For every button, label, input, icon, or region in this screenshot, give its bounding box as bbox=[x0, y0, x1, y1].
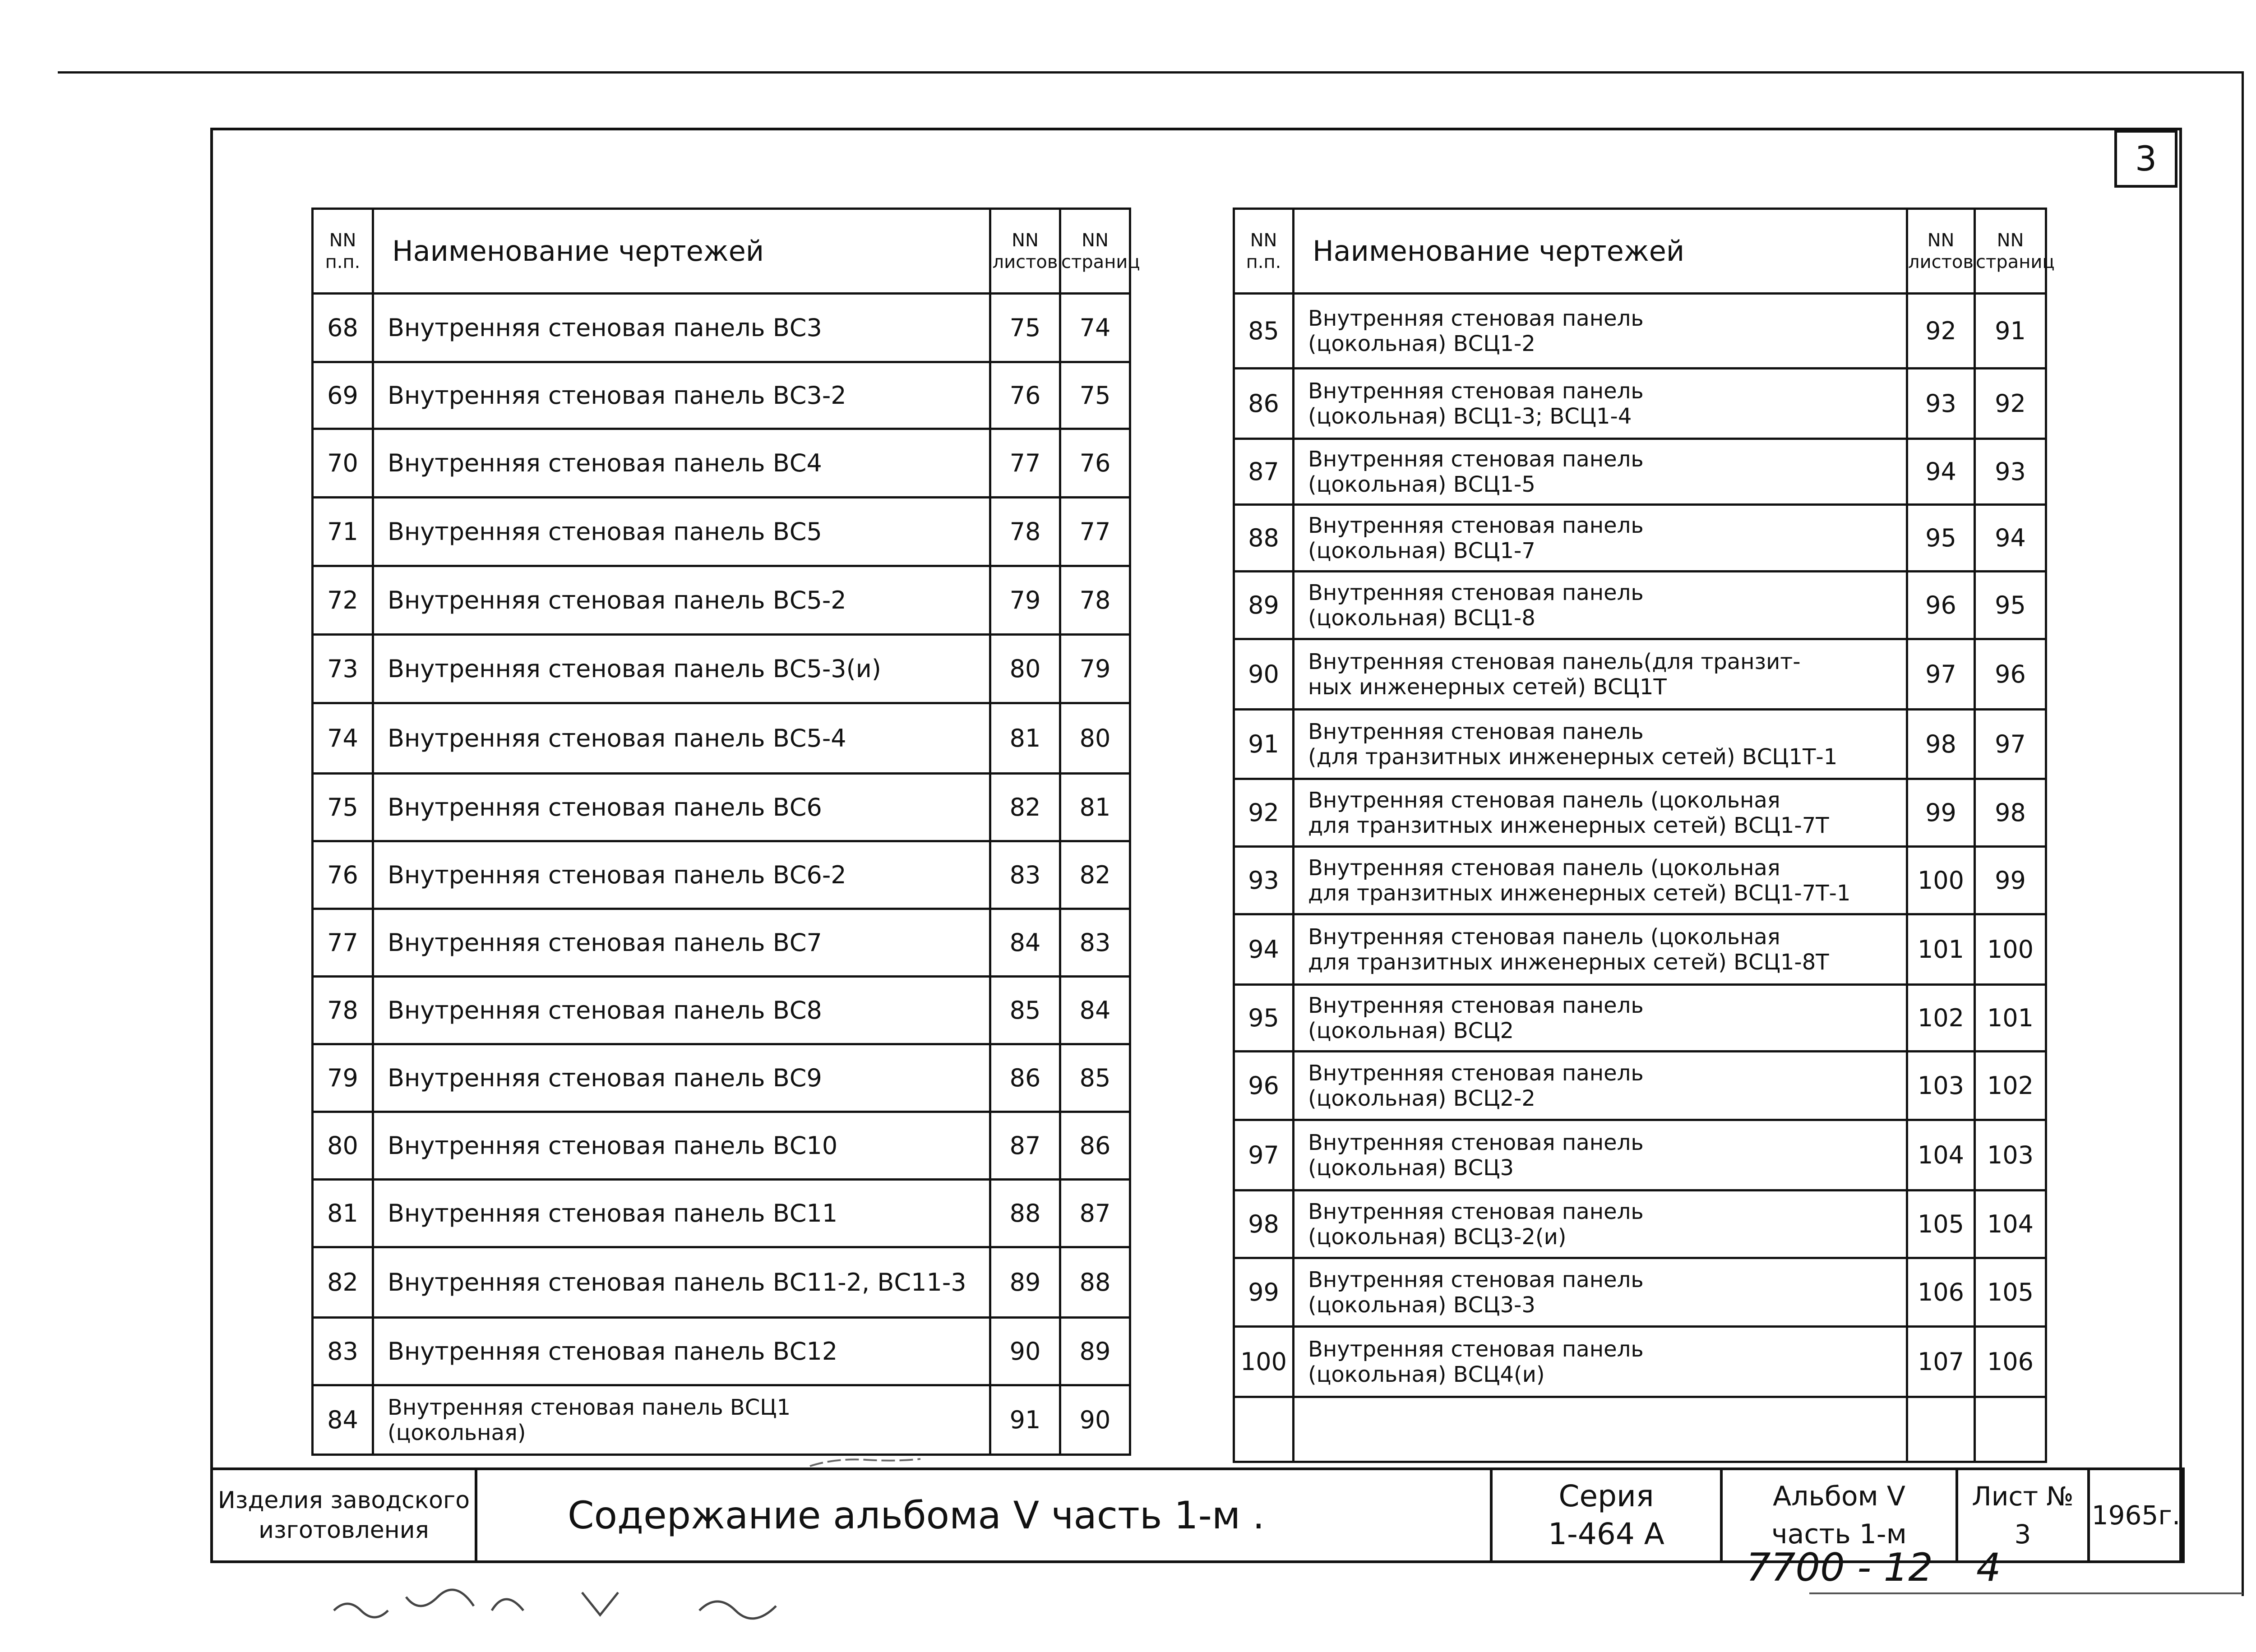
row-number: 93 bbox=[1234, 847, 1294, 914]
sheet-number: 90 bbox=[990, 1318, 1060, 1385]
sheet-number: 84 bbox=[990, 909, 1060, 977]
page-number: 85 bbox=[1060, 1044, 1130, 1112]
drawing-name: Внутренняя стеновая панель ВС6 bbox=[373, 774, 990, 841]
drawing-name: Внутренняя стеновая панель (цокольная) ВСЦ2 bbox=[1294, 985, 1907, 1052]
right-trim-line bbox=[2242, 71, 2244, 1596]
pencil-mark bbox=[808, 1454, 925, 1472]
row-number: 86 bbox=[1234, 369, 1294, 439]
page-number: 75 bbox=[1060, 362, 1130, 429]
row-number: 78 bbox=[313, 977, 373, 1044]
page-number: 92 bbox=[1975, 369, 2046, 439]
table-row bbox=[313, 566, 1130, 635]
row-number bbox=[1234, 1397, 1294, 1462]
sheet-number: 96 bbox=[1907, 572, 1975, 639]
page-number: 96 bbox=[1975, 639, 2046, 710]
sheet-number: 79 bbox=[990, 566, 1060, 635]
page-number: 89 bbox=[1060, 1318, 1130, 1385]
page-number: 104 bbox=[1975, 1191, 2046, 1258]
drawing-name: Внутренняя стеновая панель ВС7 bbox=[373, 909, 990, 977]
table-row bbox=[1234, 1327, 2046, 1397]
table-row bbox=[1234, 914, 2046, 985]
page-number: 100 bbox=[1975, 914, 2046, 985]
sheet-number: 78 bbox=[990, 498, 1060, 566]
drawing-name: Внутренняя стеновая панель (цокольная для транзитных инженерных сетей) ВСЦ1-7Т bbox=[1294, 779, 1907, 847]
sheet-number: 100 bbox=[1907, 847, 1975, 914]
row-number: 90 bbox=[1234, 639, 1294, 710]
page-number: 98 bbox=[1975, 779, 2046, 847]
row-number: 85 bbox=[1234, 294, 1294, 369]
left-header-pages: NN страниц bbox=[1060, 209, 1130, 294]
right-contents-table bbox=[1233, 208, 2055, 1463]
sheet-number: 103 bbox=[1907, 1052, 1975, 1120]
table-row bbox=[313, 1247, 1130, 1318]
bottom-pencil-line bbox=[1809, 1592, 2242, 1594]
row-number: 72 bbox=[313, 566, 373, 635]
table-row bbox=[313, 635, 1130, 703]
drawing-name: Внутренняя стеновая панель (цокольная) ВСЦ1-2 bbox=[1294, 294, 1907, 369]
sheet-number: 88 bbox=[990, 1180, 1060, 1247]
row-number: 97 bbox=[1234, 1120, 1294, 1191]
drawing-name: Внутренняя стеновая панель ВС12 bbox=[373, 1318, 990, 1385]
sheet-number: 85 bbox=[990, 977, 1060, 1044]
drawing-name: Внутренняя стеновая панель ВС8 bbox=[373, 977, 990, 1044]
sheet-number: 91 bbox=[990, 1385, 1060, 1455]
table-row bbox=[1234, 1258, 2046, 1327]
drawing-name: Внутренняя стеновая панель (цокольная) ВСЦ1-5 bbox=[1294, 439, 1907, 505]
sheet-label: Лист № bbox=[1972, 1481, 2074, 1512]
page-number: 84 bbox=[1060, 977, 1130, 1044]
row-number: 91 bbox=[1234, 710, 1294, 779]
row-number: 99 bbox=[1234, 1258, 1294, 1327]
row-number: 80 bbox=[313, 1112, 373, 1180]
drawing-name: Внутренняя стеновая панель ВС9 bbox=[373, 1044, 990, 1112]
table-row bbox=[1234, 439, 2046, 505]
table-row bbox=[1234, 779, 2046, 847]
table-row bbox=[1234, 710, 2046, 779]
right-header-num: NN п.п. bbox=[1234, 209, 1294, 294]
page-number: 101 bbox=[1975, 985, 2046, 1052]
table-row bbox=[1234, 294, 2046, 369]
series-value: 1-464 А bbox=[1548, 1517, 1664, 1551]
left-header-row bbox=[313, 209, 1130, 294]
sheet-number: 106 bbox=[1907, 1258, 1975, 1327]
left-header-num: NN п.п. bbox=[313, 209, 373, 294]
row-number: 92 bbox=[1234, 779, 1294, 847]
page-number: 88 bbox=[1060, 1247, 1130, 1318]
product-type-cell: Изделия заводского изготовления bbox=[212, 1469, 476, 1562]
page-number: 106 bbox=[1975, 1327, 2046, 1397]
table-row bbox=[313, 362, 1130, 429]
table-row bbox=[1234, 1397, 2046, 1462]
sheet-number-box: 3 bbox=[2114, 130, 2177, 188]
drawing-name: Внутренняя стеновая панель (цокольная) ВСЦ1-3; ВСЦ1-4 bbox=[1294, 369, 1907, 439]
drawing-name: Внутренняя стеновая панель ВС6-2 bbox=[373, 841, 990, 909]
drawing-name: Внутренняя стеновая панель (цокольная) ВСЦ3-2(и) bbox=[1294, 1191, 1907, 1258]
album-label: Альбом V bbox=[1773, 1481, 1905, 1512]
row-number: 89 bbox=[1234, 572, 1294, 639]
sheet-number bbox=[1907, 1397, 1975, 1462]
sheet-number: 98 bbox=[1907, 710, 1975, 779]
table-row bbox=[313, 774, 1130, 841]
sheet-number: 86 bbox=[990, 1044, 1060, 1112]
row-number: 83 bbox=[313, 1318, 373, 1385]
sheet-value: 3 bbox=[2014, 1519, 2031, 1550]
drawing-name: Внутренняя стеновая панель (цокольная) ВСЦ3 bbox=[1294, 1120, 1907, 1191]
row-number: 88 bbox=[1234, 505, 1294, 572]
table-row bbox=[313, 909, 1130, 977]
page-number: 79 bbox=[1060, 635, 1130, 703]
row-number: 73 bbox=[313, 635, 373, 703]
drawing-name: Внутренняя стеновая панель (цокольная) ВСЦ2-2 bbox=[1294, 1052, 1907, 1120]
drawing-name: Внутренняя стеновая панель (цокольная для транзитных инженерных сетей) ВСЦ1-8Т bbox=[1294, 914, 1907, 985]
row-number: 81 bbox=[313, 1180, 373, 1247]
right-header-row bbox=[1234, 209, 2046, 294]
row-number: 70 bbox=[313, 429, 373, 498]
sheet-number: 105 bbox=[1907, 1191, 1975, 1258]
table-row bbox=[313, 1112, 1130, 1180]
sheet-number: 76 bbox=[990, 362, 1060, 429]
table-row bbox=[1234, 572, 2046, 639]
drawing-name: Внутренняя стеновая панель (для транзитных инженерных сетей) ВСЦ1Т-1 bbox=[1294, 710, 1907, 779]
page-number: 99 bbox=[1975, 847, 2046, 914]
row-number: 71 bbox=[313, 498, 373, 566]
archive-code-stamp: 7700 - 12 bbox=[1746, 1545, 1933, 1590]
table-row bbox=[313, 703, 1130, 774]
row-number: 94 bbox=[1234, 914, 1294, 985]
row-number: 75 bbox=[313, 774, 373, 841]
table-row bbox=[313, 1044, 1130, 1112]
sheet-number: 92 bbox=[1907, 294, 1975, 369]
sheet-number: 80 bbox=[990, 635, 1060, 703]
sheet-number: 81 bbox=[990, 703, 1060, 774]
row-number: 100 bbox=[1234, 1327, 1294, 1397]
table-row bbox=[1234, 505, 2046, 572]
page-number: 93 bbox=[1975, 439, 2046, 505]
sheet-number: 75 bbox=[990, 294, 1060, 362]
page-number: 83 bbox=[1060, 909, 1130, 977]
page-number: 81 bbox=[1060, 774, 1130, 841]
year-cell: 1965г. bbox=[2089, 1469, 2183, 1562]
sheet-number: 82 bbox=[990, 774, 1060, 841]
row-number: 76 bbox=[313, 841, 373, 909]
series-cell bbox=[1491, 1469, 1721, 1562]
row-number: 77 bbox=[313, 909, 373, 977]
page-number: 105 bbox=[1975, 1258, 2046, 1327]
sheet-number: 94 bbox=[1907, 439, 1975, 505]
row-number: 96 bbox=[1234, 1052, 1294, 1120]
right-header-pages: NN страниц bbox=[1975, 209, 2046, 294]
drawing-name: Внутренняя стеновая панель ВС11-2, ВС11-3 bbox=[373, 1247, 990, 1318]
row-number: 74 bbox=[313, 703, 373, 774]
page-number: 78 bbox=[1060, 566, 1130, 635]
left-header-name: Наименование чертежей bbox=[373, 209, 990, 294]
drawing-name: Внутренняя стеновая панель (цокольная) ВСЦ1-7 bbox=[1294, 505, 1907, 572]
page-number: 102 bbox=[1975, 1052, 2046, 1120]
table-row bbox=[313, 841, 1130, 909]
row-number: 95 bbox=[1234, 985, 1294, 1052]
sheet-number: 95 bbox=[1907, 505, 1975, 572]
drawing-name: Внутренняя стеновая панель ВС4 bbox=[373, 429, 990, 498]
page-number: 87 bbox=[1060, 1180, 1130, 1247]
row-number: 68 bbox=[313, 294, 373, 362]
table-row bbox=[313, 294, 1130, 362]
sheet-number: 77 bbox=[990, 429, 1060, 498]
page-number: 97 bbox=[1975, 710, 2046, 779]
sheet-number: 104 bbox=[1907, 1120, 1975, 1191]
page-number: 90 bbox=[1060, 1385, 1130, 1455]
page-number: 76 bbox=[1060, 429, 1130, 498]
document-title: Содержание альбома V часть 1-м . bbox=[476, 1469, 1491, 1562]
table-row bbox=[1234, 1052, 2046, 1120]
drawing-name: Внутренняя стеновая панель ВС11 bbox=[373, 1180, 990, 1247]
table-row bbox=[313, 1180, 1130, 1247]
table-row bbox=[313, 429, 1130, 498]
table-row bbox=[313, 498, 1130, 566]
row-number: 79 bbox=[313, 1044, 373, 1112]
sheet-number: 89 bbox=[990, 1247, 1060, 1318]
left-contents-table bbox=[311, 208, 1140, 1456]
sheet-number: 107 bbox=[1907, 1327, 1975, 1397]
drawing-name: Внутренняя стеновая панель (цокольная для транзитных инженерных сетей) ВСЦ1-7Т-1 bbox=[1294, 847, 1907, 914]
drawing-name: Внутренняя стеновая панель ВС5-2 bbox=[373, 566, 990, 635]
drawing-name: Внутренняя стеновая панель ВС5-4 bbox=[373, 703, 990, 774]
table-row bbox=[1234, 985, 2046, 1052]
drawing-name: Внутренняя стеновая панель (цокольная) ВСЦ4(и) bbox=[1294, 1327, 1907, 1397]
drawing-name: Внутренняя стеновая панель (цокольная) ВСЦ1-8 bbox=[1294, 572, 1907, 639]
table-row bbox=[1234, 1120, 2046, 1191]
right-header-name: Наименование чертежей bbox=[1294, 209, 1907, 294]
drawing-name: Внутренняя стеновая панель ВС10 bbox=[373, 1112, 990, 1180]
page-number bbox=[1975, 1397, 2046, 1462]
page-number: 80 bbox=[1060, 703, 1130, 774]
table-row bbox=[1234, 639, 2046, 710]
drawing-name: Внутренняя стеновая панель ВС5-3(и) bbox=[373, 635, 990, 703]
row-number: 69 bbox=[313, 362, 373, 429]
row-number: 82 bbox=[313, 1247, 373, 1318]
page-number-stamp: 4 bbox=[1976, 1545, 2001, 1590]
table-row bbox=[313, 977, 1130, 1044]
album-part: часть 1-м bbox=[1771, 1518, 1907, 1550]
top-trim-line bbox=[58, 71, 2242, 74]
sheet-number: 93 bbox=[1907, 369, 1975, 439]
drawing-name: Внутренняя стеновая панель(для транзит- ных инженерных сетей) ВСЦ1Т bbox=[1294, 639, 1907, 710]
page-number: 94 bbox=[1975, 505, 2046, 572]
series-label: Серия bbox=[1558, 1479, 1654, 1514]
table-row bbox=[313, 1318, 1130, 1385]
sheet-number: 102 bbox=[1907, 985, 1975, 1052]
table-row bbox=[1234, 847, 2046, 914]
page-number: 103 bbox=[1975, 1120, 2046, 1191]
row-number: 87 bbox=[1234, 439, 1294, 505]
table-row bbox=[313, 1385, 1130, 1455]
page-number: 77 bbox=[1060, 498, 1130, 566]
left-header-sheets: NN листов bbox=[990, 209, 1060, 294]
page-number: 86 bbox=[1060, 1112, 1130, 1180]
drawing-name: Внутренняя стеновая панель ВС5 bbox=[373, 498, 990, 566]
drawing-name bbox=[1294, 1397, 1907, 1462]
pencil-signature bbox=[329, 1579, 826, 1620]
drawing-name: Внутренняя стеновая панель (цокольная) ВСЦ3-3 bbox=[1294, 1258, 1907, 1327]
row-number: 98 bbox=[1234, 1191, 1294, 1258]
row-number: 84 bbox=[313, 1385, 373, 1455]
page-number: 95 bbox=[1975, 572, 2046, 639]
right-header-sheets: NN листов bbox=[1907, 209, 1975, 294]
drawing-name: Внутренняя стеновая панель ВСЦ1 (цокольная) bbox=[373, 1385, 990, 1455]
sheet-number: 87 bbox=[990, 1112, 1060, 1180]
sheet-number: 99 bbox=[1907, 779, 1975, 847]
table-row bbox=[1234, 369, 2046, 439]
drawing-name: Внутренняя стеновая панель ВС3 bbox=[373, 294, 990, 362]
page-number: 74 bbox=[1060, 294, 1130, 362]
sheet-number: 97 bbox=[1907, 639, 1975, 710]
sheet-number: 83 bbox=[990, 841, 1060, 909]
page-number: 82 bbox=[1060, 841, 1130, 909]
sheet-number: 101 bbox=[1907, 914, 1975, 985]
drawing-name: Внутренняя стеновая панель ВС3-2 bbox=[373, 362, 990, 429]
page-number: 91 bbox=[1975, 294, 2046, 369]
table-row bbox=[1234, 1191, 2046, 1258]
